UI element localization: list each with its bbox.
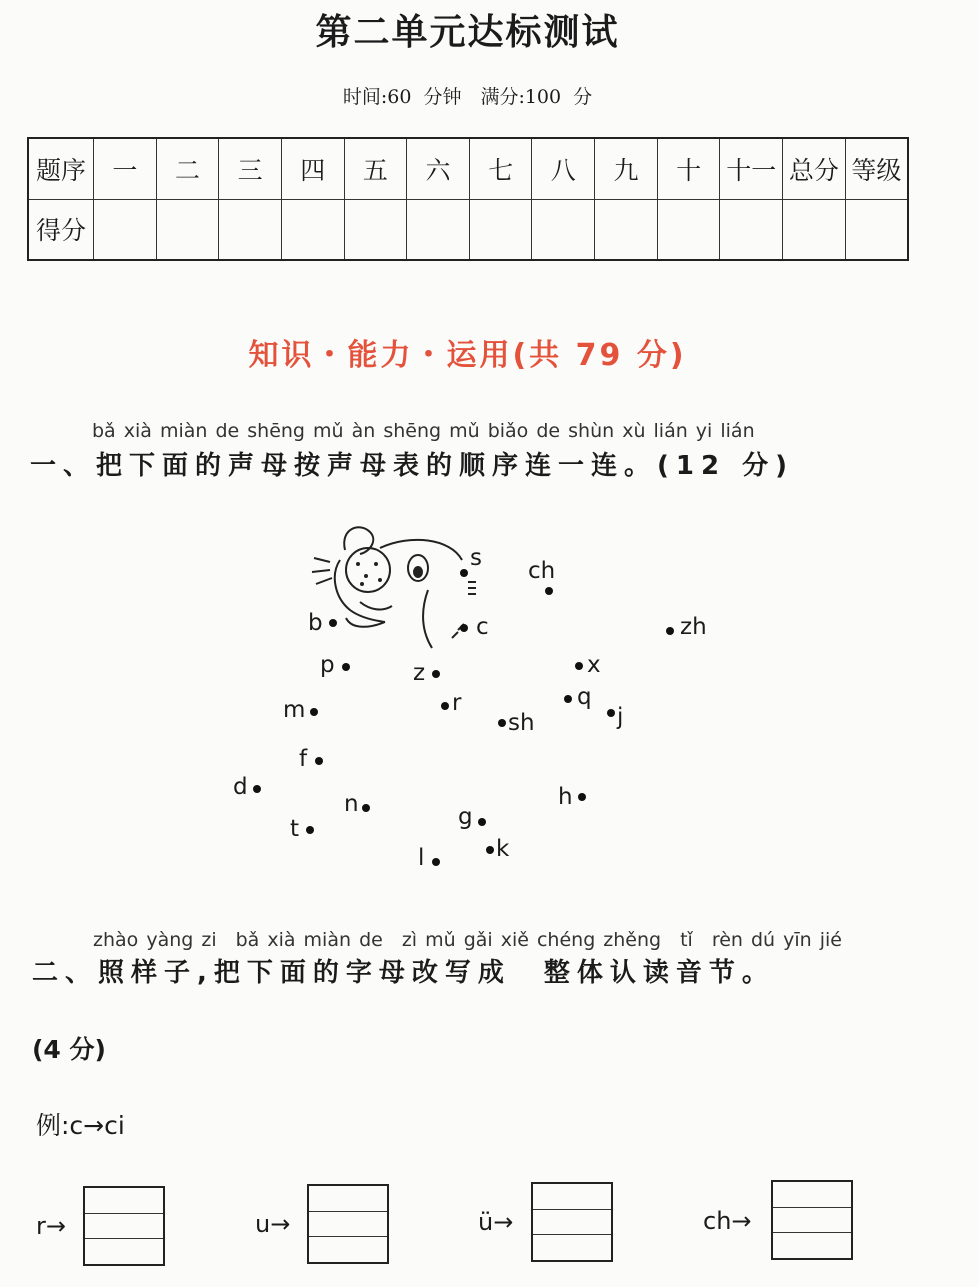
letter-label: m	[283, 697, 306, 723]
dot	[432, 858, 440, 866]
answer-box-r[interactable]	[83, 1186, 165, 1266]
dot	[666, 627, 674, 635]
answer-box-ch[interactable]	[771, 1180, 853, 1260]
letter-label: k	[496, 836, 510, 862]
letter-label: z	[413, 660, 426, 686]
writing-line	[309, 1236, 387, 1237]
answer-prompt-r: r→	[36, 1212, 66, 1240]
dot	[342, 663, 350, 671]
dot	[310, 708, 318, 716]
letter-label: zh	[680, 614, 707, 640]
score-cell[interactable]	[219, 199, 282, 260]
column-7: 七	[469, 138, 532, 199]
writing-line	[85, 1213, 163, 1214]
q2-pinyin: zhào yàng zi bǎ xià miàn de zì mǔ gǎi xiě chéng zhěng tǐ rèn dú yīn jié	[93, 929, 842, 951]
letter-label: h	[558, 784, 573, 810]
dot	[460, 569, 468, 577]
score-table-header-row	[28, 138, 908, 199]
letter-label: x	[587, 652, 601, 678]
column-4: 四	[281, 138, 344, 199]
dot	[498, 719, 506, 727]
score-table-score-row	[28, 199, 908, 260]
dot	[362, 804, 370, 812]
score-cell[interactable]	[720, 199, 783, 260]
letter-label: b	[308, 610, 323, 636]
score-cell[interactable]	[281, 199, 344, 260]
column-2: 二	[156, 138, 219, 199]
row-label-question-number: 题序	[28, 138, 94, 199]
dot	[306, 826, 314, 834]
writing-line	[533, 1209, 611, 1210]
score-cell-grade[interactable]	[845, 199, 908, 260]
letter-label: g	[458, 804, 473, 830]
writing-line	[773, 1207, 851, 1208]
letter-label: ch	[528, 558, 556, 584]
dot	[315, 757, 323, 765]
dot	[460, 624, 468, 632]
letter-label: d	[233, 774, 248, 800]
score-cell[interactable]	[469, 199, 532, 260]
score-cell[interactable]	[156, 199, 219, 260]
score-cell[interactable]	[595, 199, 658, 260]
answer-prompt-u-umlaut: ü→	[478, 1208, 514, 1236]
letter-label: sh	[508, 710, 535, 736]
column-11: 十一	[720, 138, 783, 199]
answer-prompt-u: u→	[255, 1210, 291, 1238]
answer-box-u[interactable]	[307, 1184, 389, 1264]
score-cell[interactable]	[407, 199, 470, 260]
score-cell[interactable]	[532, 199, 595, 260]
letter-label: l	[418, 845, 425, 871]
column-5: 五	[344, 138, 407, 199]
dot	[578, 793, 586, 801]
answer-box-u-umlaut[interactable]	[531, 1182, 613, 1262]
dot	[486, 846, 494, 854]
mouse-illustration	[300, 520, 490, 660]
dot	[575, 662, 583, 670]
letter-label: t	[290, 816, 300, 842]
writing-line	[85, 1238, 163, 1239]
score-table	[27, 137, 909, 261]
column-9: 九	[595, 138, 658, 199]
score-cell[interactable]	[94, 199, 157, 260]
letter-label: r	[452, 690, 462, 716]
column-8: 八	[532, 138, 595, 199]
score-cell-total[interactable]	[783, 199, 846, 260]
column-3: 三	[219, 138, 282, 199]
letter-label: p	[320, 652, 335, 678]
writing-line	[533, 1234, 611, 1235]
column-6: 六	[407, 138, 470, 199]
row-label-score: 得分	[28, 199, 94, 260]
q2-text: 二、照样子,把下面的字母改写成 整体认读音节。	[32, 958, 775, 988]
letter-label: c	[476, 614, 489, 640]
answer-prompt-ch: ch→	[703, 1207, 752, 1235]
dot	[432, 670, 440, 678]
writing-line	[773, 1232, 851, 1233]
exam-time-and-score: 时间:60 分钟 满分:100 分	[342, 86, 593, 108]
column-grade: 等级	[845, 138, 908, 199]
dot	[545, 587, 553, 595]
dot	[253, 785, 261, 793]
letter-label: f	[299, 746, 308, 772]
dot	[441, 702, 449, 710]
page-title: 第二单元达标测试	[315, 11, 620, 53]
column-10: 十	[657, 138, 720, 199]
q1-pinyin: bǎ xià miàn de shēng mǔ àn shēng mǔ biǎo de shùn xù lián yi lián	[92, 420, 755, 442]
letter-label: j	[617, 704, 624, 730]
score-cell[interactable]	[344, 199, 407, 260]
dot	[607, 709, 615, 717]
dot	[564, 695, 572, 703]
dot	[329, 619, 337, 627]
q1-text: 一、把下面的声母按声母表的顺序连一连。(12 分)	[30, 451, 794, 481]
column-total: 总分	[783, 138, 846, 199]
q2-example: 例:c→ci	[36, 1111, 125, 1140]
q2-points: (4 分)	[32, 1035, 106, 1064]
letter-label: q	[577, 684, 592, 710]
letter-label: s	[470, 545, 482, 571]
column-1: 一	[94, 138, 157, 199]
writing-line	[309, 1211, 387, 1212]
score-cell[interactable]	[657, 199, 720, 260]
section-heading: 知识・能力・运用(共 79 分)	[248, 338, 687, 373]
letter-label: n	[344, 791, 359, 817]
dot	[478, 818, 486, 826]
